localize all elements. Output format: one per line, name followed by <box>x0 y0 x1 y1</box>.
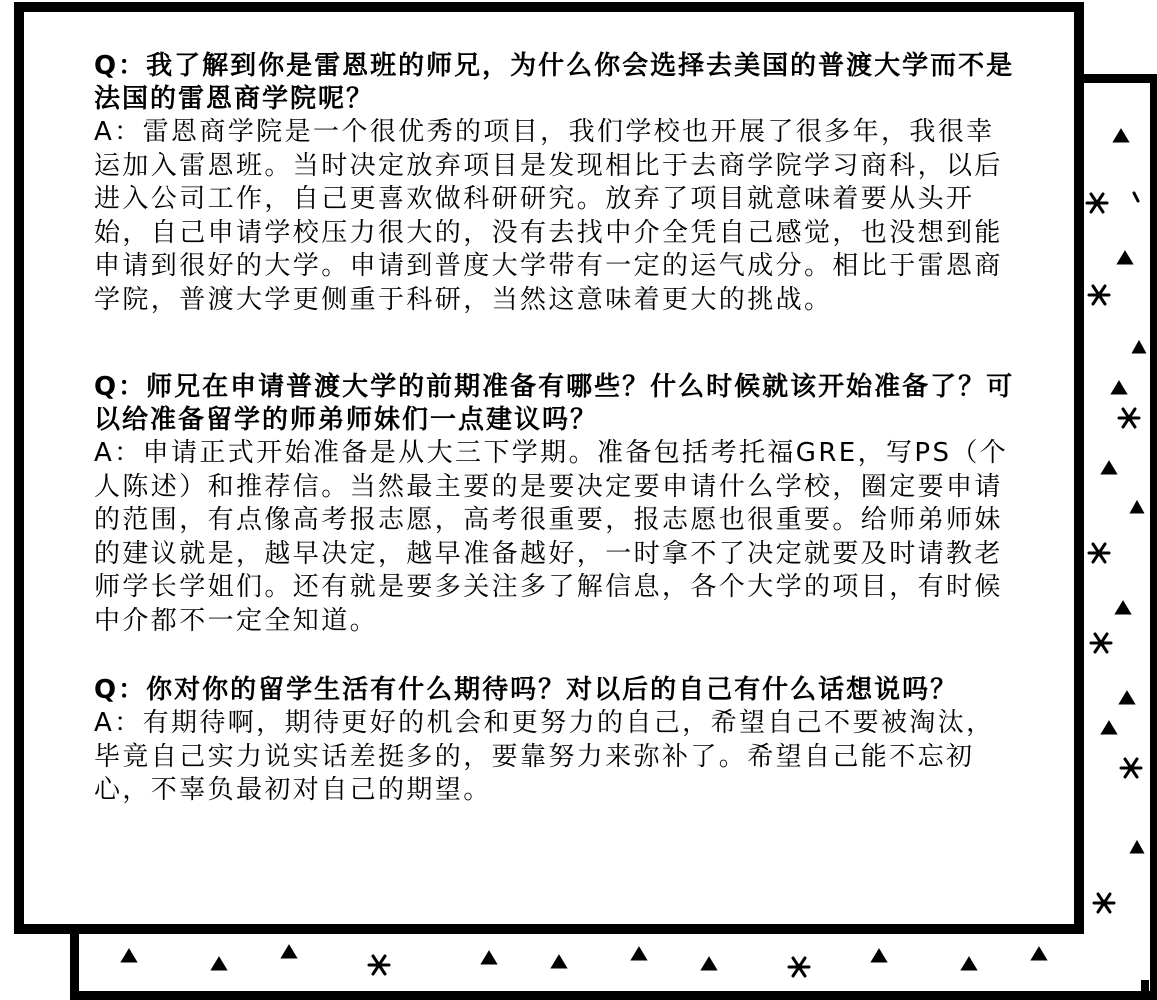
interview-card <box>14 2 1084 934</box>
answer-2: A：申请正式开始准备是从大三下学期。准备包括考托福GRE，写PS（个人陈述）和推荐信。当然最主要的是要决定要申请什么学校，圈定要申请的范围，有点像高考报志愿，高考很重要，报志愿也很重要。给师弟师妹的建议就是，越早决定，越早准备越好，一时拿不了决定就要及时请教老师学长学姐们。还有就是要多关注多了解信息，各个大学的项目，有时候中介都不一定全知道。 <box>94 438 1009 636</box>
answer-1: A：雷恩商学院是一个很优秀的项目，我们学校也开展了很多年，我很幸运加入雷恩班。当时决定放弃项目是发现相比于去商学院学习商科，以后进入公司工作，自己更喜欢做科研研究。放弃了项目就意味着要从头开始，自己申请学校压力很大的，没有去找中介全凭自己感觉，也没想到能申请到很好的大学。申请到普度大学带有一定的运气成分。相比于雷恩商学院，普渡大学更侧重于科研，当然这意味着更大的挑战。 <box>94 117 1003 315</box>
decorative-border-fragment <box>1141 980 1149 1000</box>
question-2: Q：师兄在申请普渡大学的前期准备有哪些？什么时候就该开始准备了？可以给准备留学的师弟师妹们一点建议吗？ <box>94 372 1015 435</box>
answer-3: A：有期待啊，期待更好的机会和更努力的自己，希望自己不要被淘汰，毕竟自己实力说实话差挺多的，要靠努力来弥补了。希望自己能不忘初心，不辜负最初对自己的期望。 <box>94 708 995 805</box>
question-1: Q：我了解到你是雷恩班的师兄，为什么你会选择去美国的普渡大学而不是法国的雷恩商学院呢？ <box>94 51 1015 114</box>
qa-item-2 <box>94 371 1016 638</box>
qa-content <box>94 50 1016 808</box>
question-3: Q：你对你的留学生活有什么期待吗？对以后的自己有什么话想说吗？ <box>94 675 959 705</box>
qa-item-3 <box>94 674 1016 808</box>
qa-item-1 <box>94 50 1016 317</box>
